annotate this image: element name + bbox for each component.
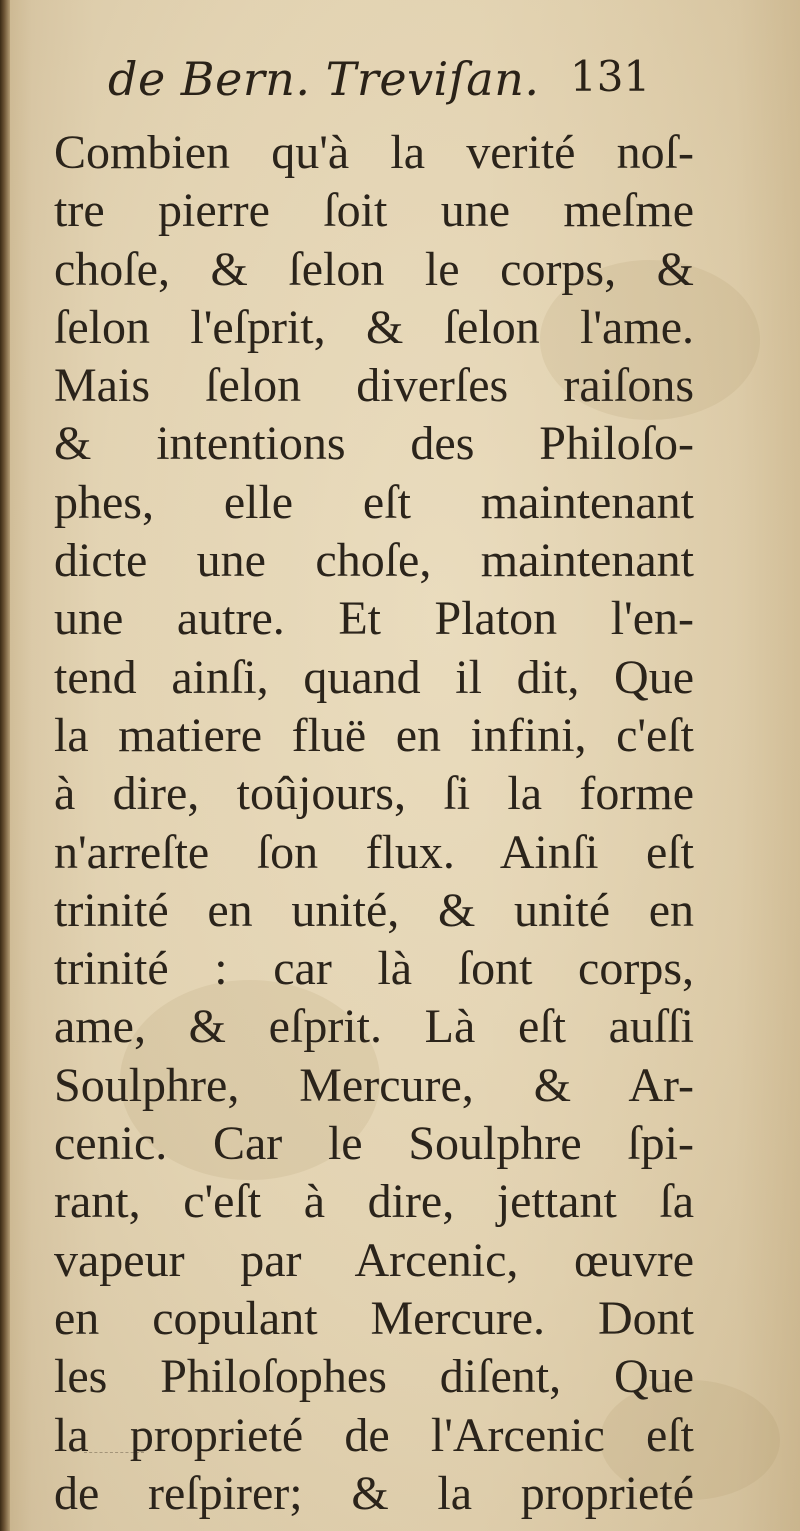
text-line: une autre. Et Platon l'en- (54, 592, 694, 646)
running-head (108, 52, 668, 122)
page-gutter-shadow (0, 0, 10, 1531)
text-line: trinité en unité, & unité en (54, 883, 694, 937)
running-head-title: de Bern. Treviſan. (108, 52, 540, 106)
text-line: de reſpirer; & la proprieté (54, 1466, 694, 1520)
text-line: la proprieté de l'Arcenic eſt (54, 1408, 694, 1462)
text-line: à dire, toûjours, ſi la forme (54, 767, 694, 821)
text-line: tre pierre ſoit une meſme (54, 184, 694, 238)
text-line: les Philoſophes diſent, Que (54, 1350, 694, 1404)
page-number: 131 (570, 52, 651, 101)
text-line: dicte une choſe, maintenant (54, 534, 694, 588)
body-text (54, 124, 694, 1523)
text-line: Soulphre, Mercure, & Ar- (54, 1058, 694, 1112)
text-line: Mais ſelon diverſes raiſons (54, 359, 694, 413)
text-line: tend ainſi, quand il dit, Que (54, 650, 694, 704)
text-line: Combien qu'à la verité noſ- (54, 126, 694, 179)
text-line: & intentions des Philoſo- (54, 417, 694, 471)
text-line: cenic. Car le Soulphre ſpi- (54, 1117, 694, 1171)
text-line: trinité : car là ſont corps, (54, 942, 694, 996)
text-line: la matiere fluë en infini, c'eſt (54, 708, 694, 762)
text-line: ame, & eſprit. Là eſt auſſi (54, 1000, 694, 1054)
bleed-through-marks (84, 1452, 144, 1453)
text-line: ſelon l'eſprit, & ſelon l'ame. (54, 300, 694, 354)
text-line: rant, c'eſt à dire, jettant ſa (54, 1175, 694, 1229)
text-line: choſe, & ſelon le corps, & (54, 242, 694, 296)
text-line: phes, elle eſt maintenant (54, 475, 694, 529)
text-line: vapeur par Arcenic, œuvre (54, 1233, 694, 1287)
text-line: en copulant Mercure. Dont (54, 1291, 694, 1345)
text-line: n'arreſte ſon flux. Ainſi eſt (54, 825, 694, 879)
